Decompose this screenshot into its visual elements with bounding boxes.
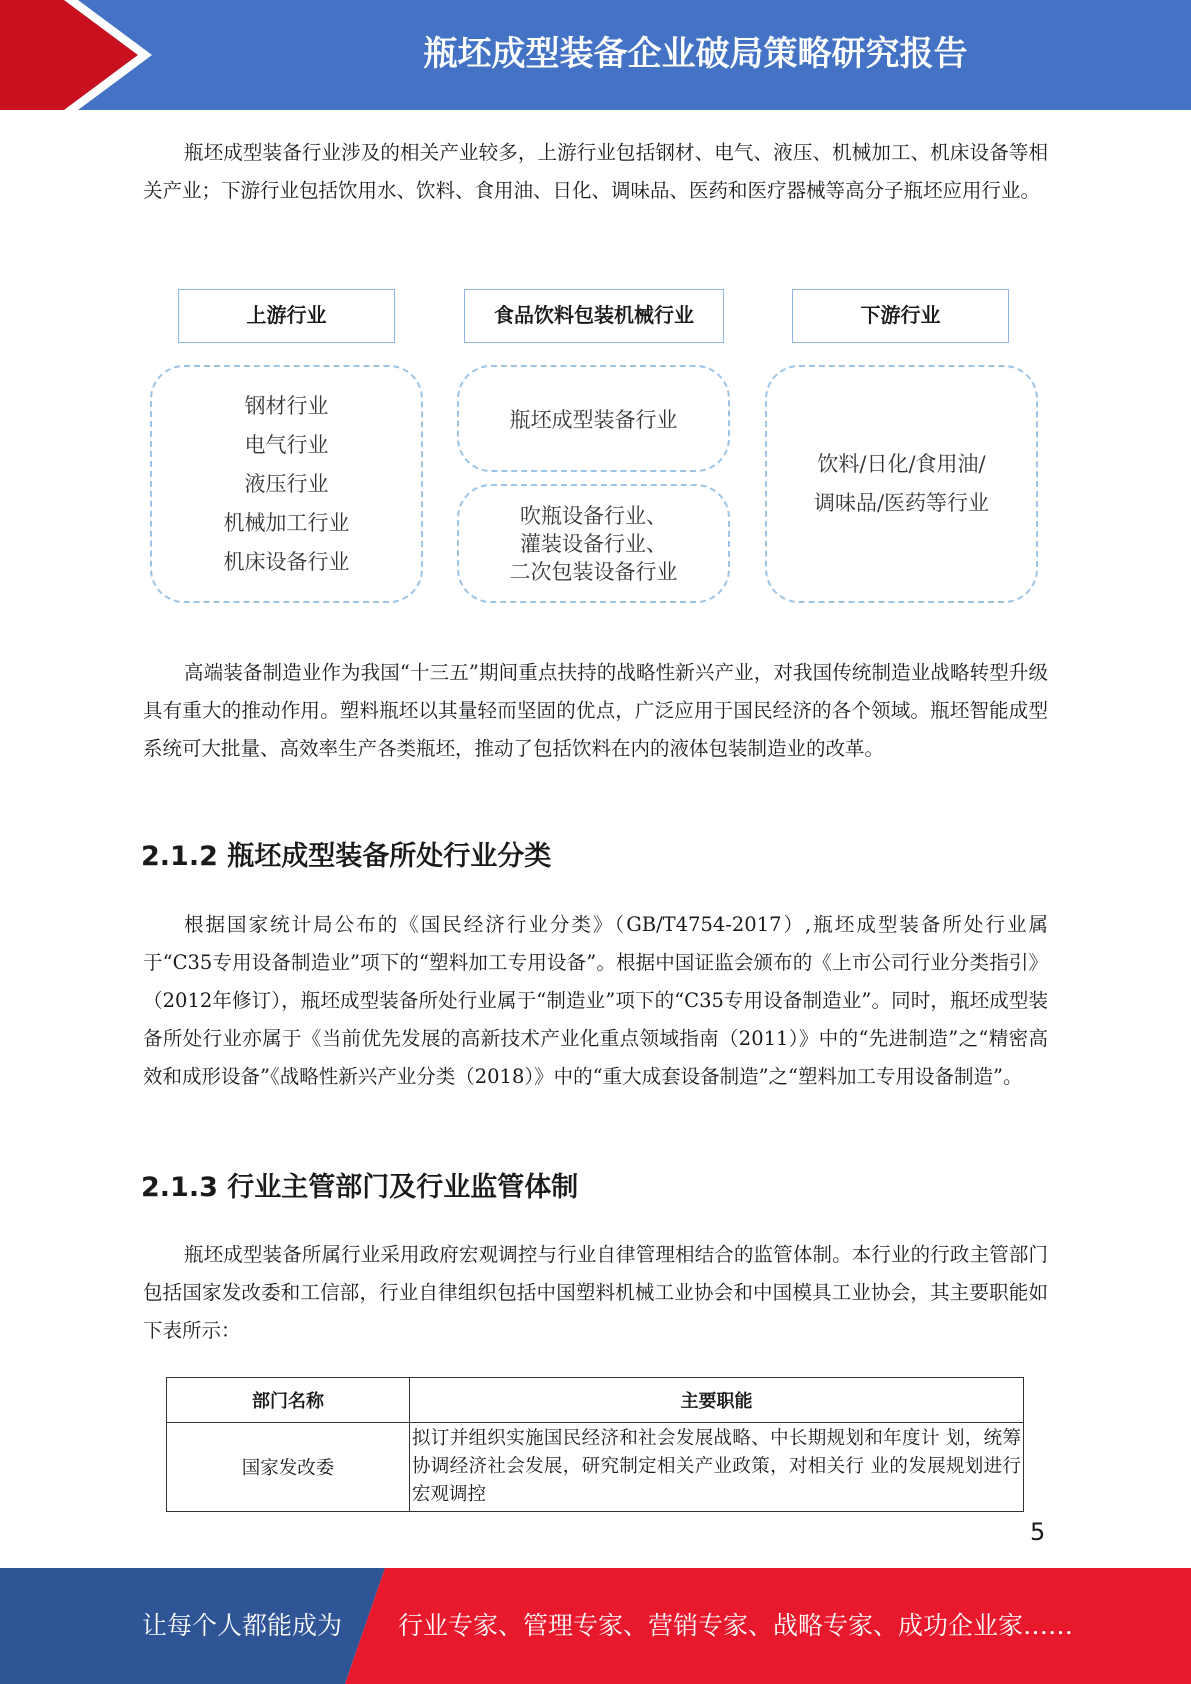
downstream-item: 饮料/日化/食用油/ xyxy=(817,452,986,476)
column-header-duty: 主要职能 xyxy=(410,1378,1024,1423)
table-header-row xyxy=(167,1378,1024,1423)
middle-title-box: 食品饮料包装机械行业 xyxy=(464,289,724,343)
page-number: 5 xyxy=(1030,1518,1046,1546)
section-heading-2-1-2: 2.1.2 瓶坯成型装备所处行业分类 xyxy=(141,841,552,872)
page-header xyxy=(0,0,1191,110)
department-name-cell: 国家发改委 xyxy=(167,1423,410,1512)
upstream-item: 机械加工行业 xyxy=(223,510,350,535)
downstream-item: 调味品/医药等行业 xyxy=(813,491,990,515)
page-footer xyxy=(0,1568,1191,1684)
table-row xyxy=(167,1423,1024,1512)
middle-bottom-item: 二次包装设备行业 xyxy=(509,559,678,584)
department-duty-table xyxy=(166,1377,1024,1512)
middle-bottom-box xyxy=(457,484,730,603)
section-2-1-3-body: 瓶坯成型装备所属行业采用政府宏观调控与行业自律管理相结合的监管体制。本行业的行政主管部门包括国家发改委和工信部，行业自律组织包括中国塑料机械工业协会和中国模具工业协会，其主要职能如下表所示： xyxy=(143,1243,1048,1342)
department-duty-cell: 拟订并组织实施国民经济和社会发展战略、中长期规划和年度计 划，统筹协调经济社会发展，研究制定相关产业政策，对相关行 业的发展规划进行宏观调控 xyxy=(410,1423,1024,1512)
upstream-items-box xyxy=(150,365,423,603)
footer-slogan-left: 让每个人都能成为 xyxy=(142,1611,343,1640)
body-paragraph-2: 高端装备制造业作为我国“十三五”期间重点扶持的战略性新兴产业，对我国传统制造业战略转型升级具有重大的推动作用。塑料瓶坯以其量轻而坚固的优点，广泛应用于国民经济的各个领域。瓶坯智能成型系统可大批量、高效率生产各类瓶坯，推动了包括饮料在内的液体包装制造业的改革。 xyxy=(143,661,1048,760)
column-header-department: 部门名称 xyxy=(167,1378,410,1423)
section-heading-2-1-3: 2.1.3 行业主管部门及行业监管体制 xyxy=(141,1172,579,1203)
footer-slogan-right: 行业专家、管理专家、营销专家、战略专家、成功企业家…… xyxy=(398,1611,1074,1640)
report-title: 瓶坯成型装备企业破局策略研究报告 xyxy=(423,34,968,74)
middle-bottom-item: 吹瓶设备行业、 xyxy=(520,503,667,528)
downstream-items-box xyxy=(765,365,1038,603)
section-2-1-2-body: 根据国家统计局公布的《国民经济行业分类》（GB/T4754-2017）,瓶坯成型装备所处行业属于“C35专用设备制造业”项下的“塑料加工专用设备”。根据中国证监会颁布的《上市公司行业分类指引》（2012年修订），瓶坯成型装备所处行业属于“制造业”项下的“C35专用设备制造业”。同时，瓶坯成型装备所处行业亦属于《当前优先发展的高新技术产业化重点领域指南（2011）》中的“先进制造”之“精密高效和成形设备”《战略性新兴产业分类（2018）》中的“重大成套设备制造”之“塑料加工专用设备制造”。 xyxy=(143,913,1048,1088)
intro-paragraph: 瓶坯成型装备行业涉及的相关产业较多，上游行业包括钢材、电气、液压、机械加工、机床设备等相关产业；下游行业包括饮用水、饮料、食用油、日化、调味品、医药和医疗器械等高分子瓶坯应用行业。 xyxy=(143,141,1048,202)
middle-top-box xyxy=(457,365,730,472)
upstream-title-box: 上游行业 xyxy=(178,289,395,343)
upstream-item: 钢材行业 xyxy=(244,393,329,418)
upstream-item: 电气行业 xyxy=(244,432,329,457)
downstream-title-box: 下游行业 xyxy=(792,289,1009,343)
middle-bottom-item: 灌装设备行业、 xyxy=(520,531,667,556)
middle-top-item: 瓶坯成型装备行业 xyxy=(509,407,678,432)
upstream-item: 液压行业 xyxy=(244,471,329,496)
upstream-item: 机床设备行业 xyxy=(223,549,350,574)
